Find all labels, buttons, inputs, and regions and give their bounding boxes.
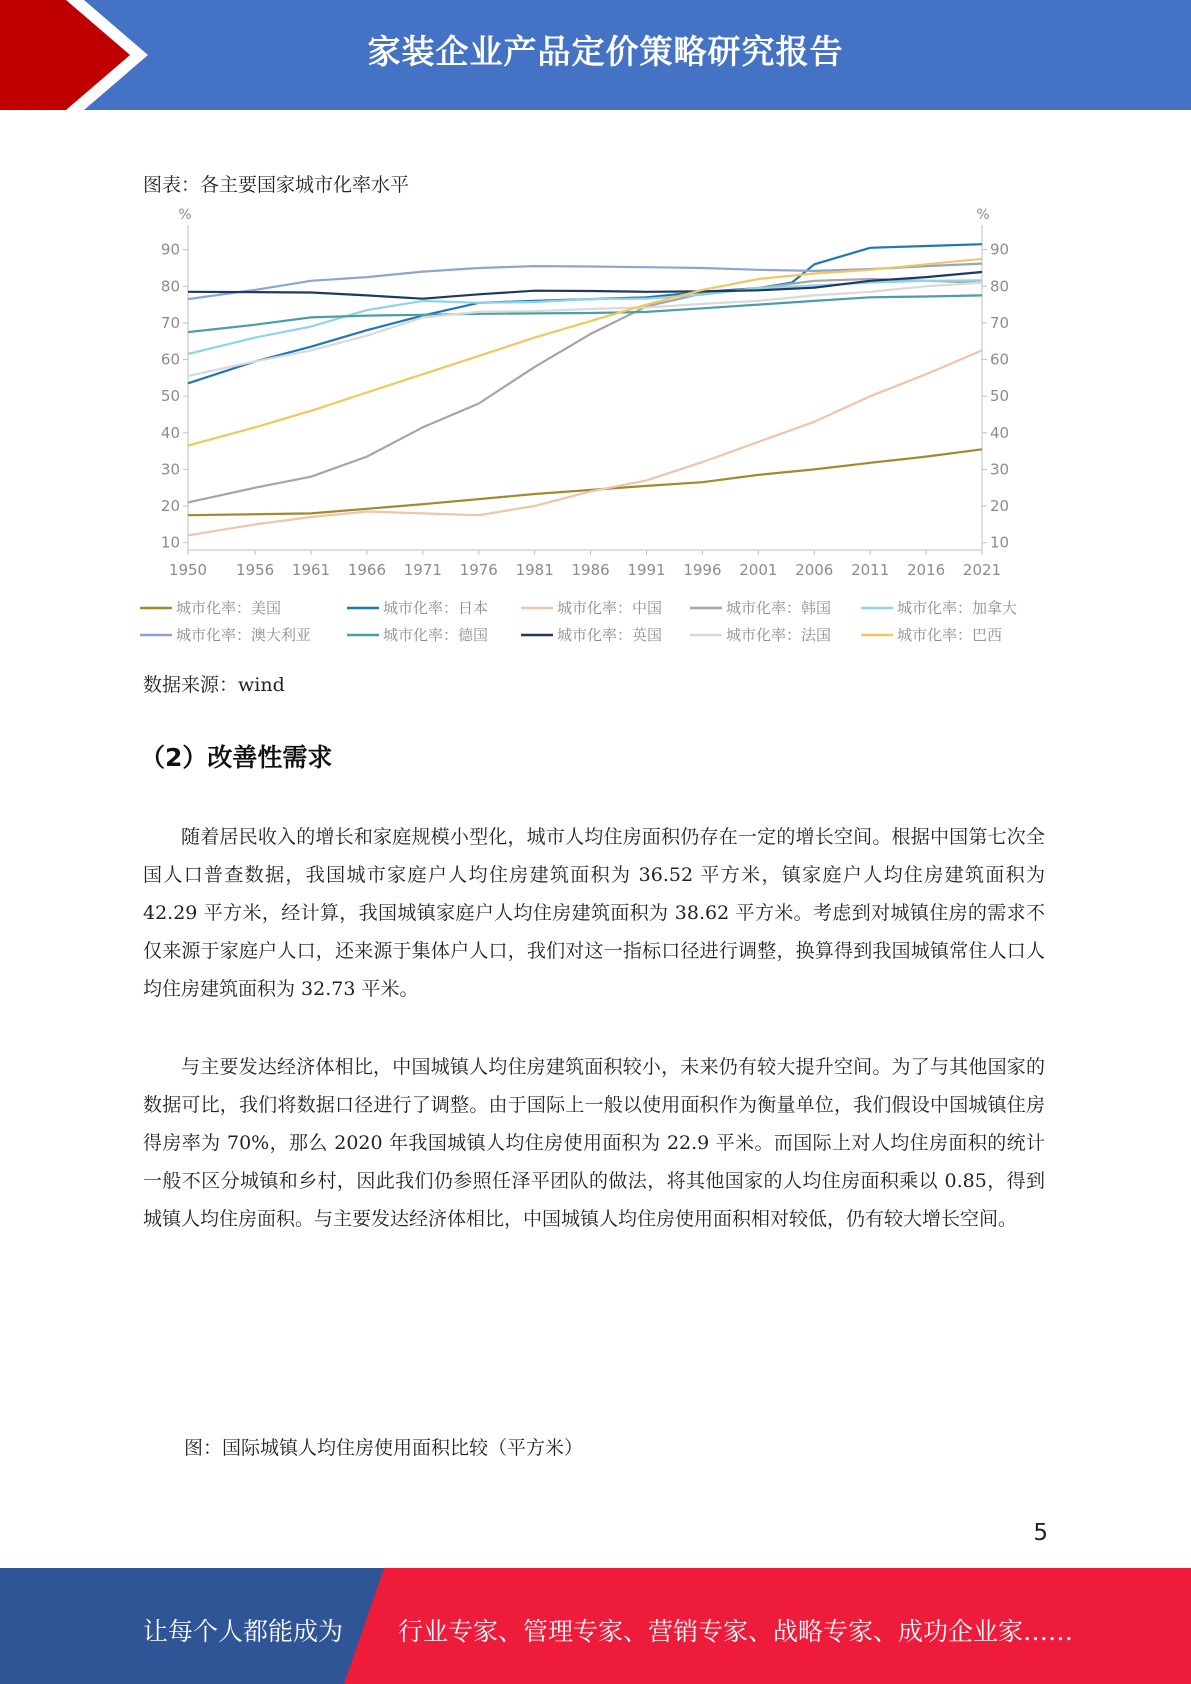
legend-label: 城市化率：韩国 <box>726 599 832 617</box>
y-tick-label-left: 50 <box>160 387 180 406</box>
y-tick-label-right: 20 <box>990 497 1010 516</box>
y-tick-label-right: 40 <box>990 423 1010 442</box>
legend-label: 城市化率：英国 <box>557 626 663 644</box>
y-tick-label-right: 10 <box>990 533 1010 552</box>
y-tick-label-left: 70 <box>160 313 180 332</box>
footer-slogan-right: 行业专家、管理专家、营销专家、战略专家、成功企业家…… <box>398 1617 1074 1646</box>
y-tick-label-left: 30 <box>160 460 180 479</box>
legend-label: 城市化率：巴西 <box>897 626 1003 644</box>
x-tick-label: 1986 <box>571 561 610 579</box>
x-tick-label: 1996 <box>683 561 722 579</box>
legend-label: 城市化率：美国 <box>176 599 282 617</box>
x-tick-label: 2006 <box>795 561 834 579</box>
x-tick-label: 1971 <box>403 561 442 579</box>
section-title: （2）改善性需求 <box>140 743 333 772</box>
legend-label: 城市化率：澳大利亚 <box>176 626 312 644</box>
y-tick-label-left: 60 <box>160 350 180 369</box>
paragraph-2: 与主要发达经济体相比，中国城镇人均住房建筑面积较小，未来仍有较大提升空间。为了与其他国家的数据可比，我们将数据口径进行了调整。由于国际上一般以使用面积作为衡量单位，我们假设中国城镇住房得房率为 70%，那么 2020 年我国城镇人均住房使用面积为 22.9 平米。而国际上对人均住房面积的统计一般不区分城镇和乡村，因此我们仍参照任泽平团队的做法，将其他国家的人均住房面积乘以 0.85，得到城镇人均住房面积。与主要发达经济体相比，中国城镇人均住房使用面积相对较低，仍有较大增长空间。 <box>143 1056 1045 1230</box>
y-tick-label-right: 60 <box>990 350 1010 369</box>
legend-label: 城市化率：法国 <box>726 626 832 644</box>
y-tick-label-left: 20 <box>160 497 180 516</box>
series-line-2 <box>188 350 982 535</box>
y-tick-label-right: 30 <box>990 460 1010 479</box>
x-tick-label: 1981 <box>515 561 554 579</box>
urbanization-line-chart <box>140 195 1040 655</box>
footer-slogan-left: 让每个人都能成为 <box>143 1617 344 1646</box>
x-tick-label: 1961 <box>291 561 331 579</box>
x-tick-label: 2016 <box>906 561 946 579</box>
y-tick-label-left: 80 <box>160 277 180 296</box>
legend-label: 城市化率：日本 <box>383 599 489 617</box>
series-line-0 <box>188 449 982 515</box>
series-line-7 <box>188 272 982 299</box>
y-tick-label-left: 10 <box>160 533 180 552</box>
y-tick-label-right: 80 <box>990 277 1010 296</box>
y-tick-label-right: 90 <box>990 240 1010 259</box>
page-number: 5 <box>1033 1520 1048 1546</box>
y-tick-label-left: 40 <box>160 423 180 442</box>
y-tick-label-left: 90 <box>160 240 180 259</box>
y-axis-label-right: % <box>976 207 990 223</box>
x-tick-label: 1976 <box>459 561 498 579</box>
legend-label: 城市化率：加拿大 <box>897 599 1018 617</box>
x-tick-label: 1956 <box>236 561 275 579</box>
legend-label: 城市化率：中国 <box>557 599 663 617</box>
figure2-caption: 图：国际城镇人均住房使用面积比较（平方米） <box>184 1437 584 1459</box>
x-tick-label: 2001 <box>739 561 778 579</box>
series-line-8 <box>188 283 982 376</box>
x-tick-label: 2011 <box>851 561 890 579</box>
y-axis-label-left: % <box>178 207 192 223</box>
y-tick-label-right: 50 <box>990 387 1010 406</box>
figure-caption: 图表：各主要国家城市化率水平 <box>143 174 410 196</box>
x-tick-label: 2021 <box>962 561 1002 579</box>
paragraph-1: 随着居民收入的增长和家庭规模小型化，城市人均住房面积仍存在一定的增长空间。根据中国第七次全国人口普查数据，我国城市家庭户人均住房建筑面积为 36.52 平方米，镇家庭户人均住房建筑面积为 42.29 平方米，经计算，我国城镇家庭户人均住房建筑面积为 38.62 平方米。考虑到对城镇住房的需求不仅来源于家庭户人口，还来源于集体户人口，我们对这一指标口径进行调整，换算得到我国城镇常住人口人均住房建筑面积为 32.73 平米。 <box>143 826 1045 1000</box>
x-tick-label: 1950 <box>168 561 208 579</box>
y-tick-label-right: 70 <box>990 313 1010 332</box>
report-title: 家装企业产品定价策略研究报告 <box>367 32 844 71</box>
legend-label: 城市化率：德国 <box>383 626 489 644</box>
x-tick-label: 1966 <box>347 561 387 579</box>
data-source: 数据来源：wind <box>143 674 285 696</box>
x-tick-label: 1991 <box>627 561 666 579</box>
